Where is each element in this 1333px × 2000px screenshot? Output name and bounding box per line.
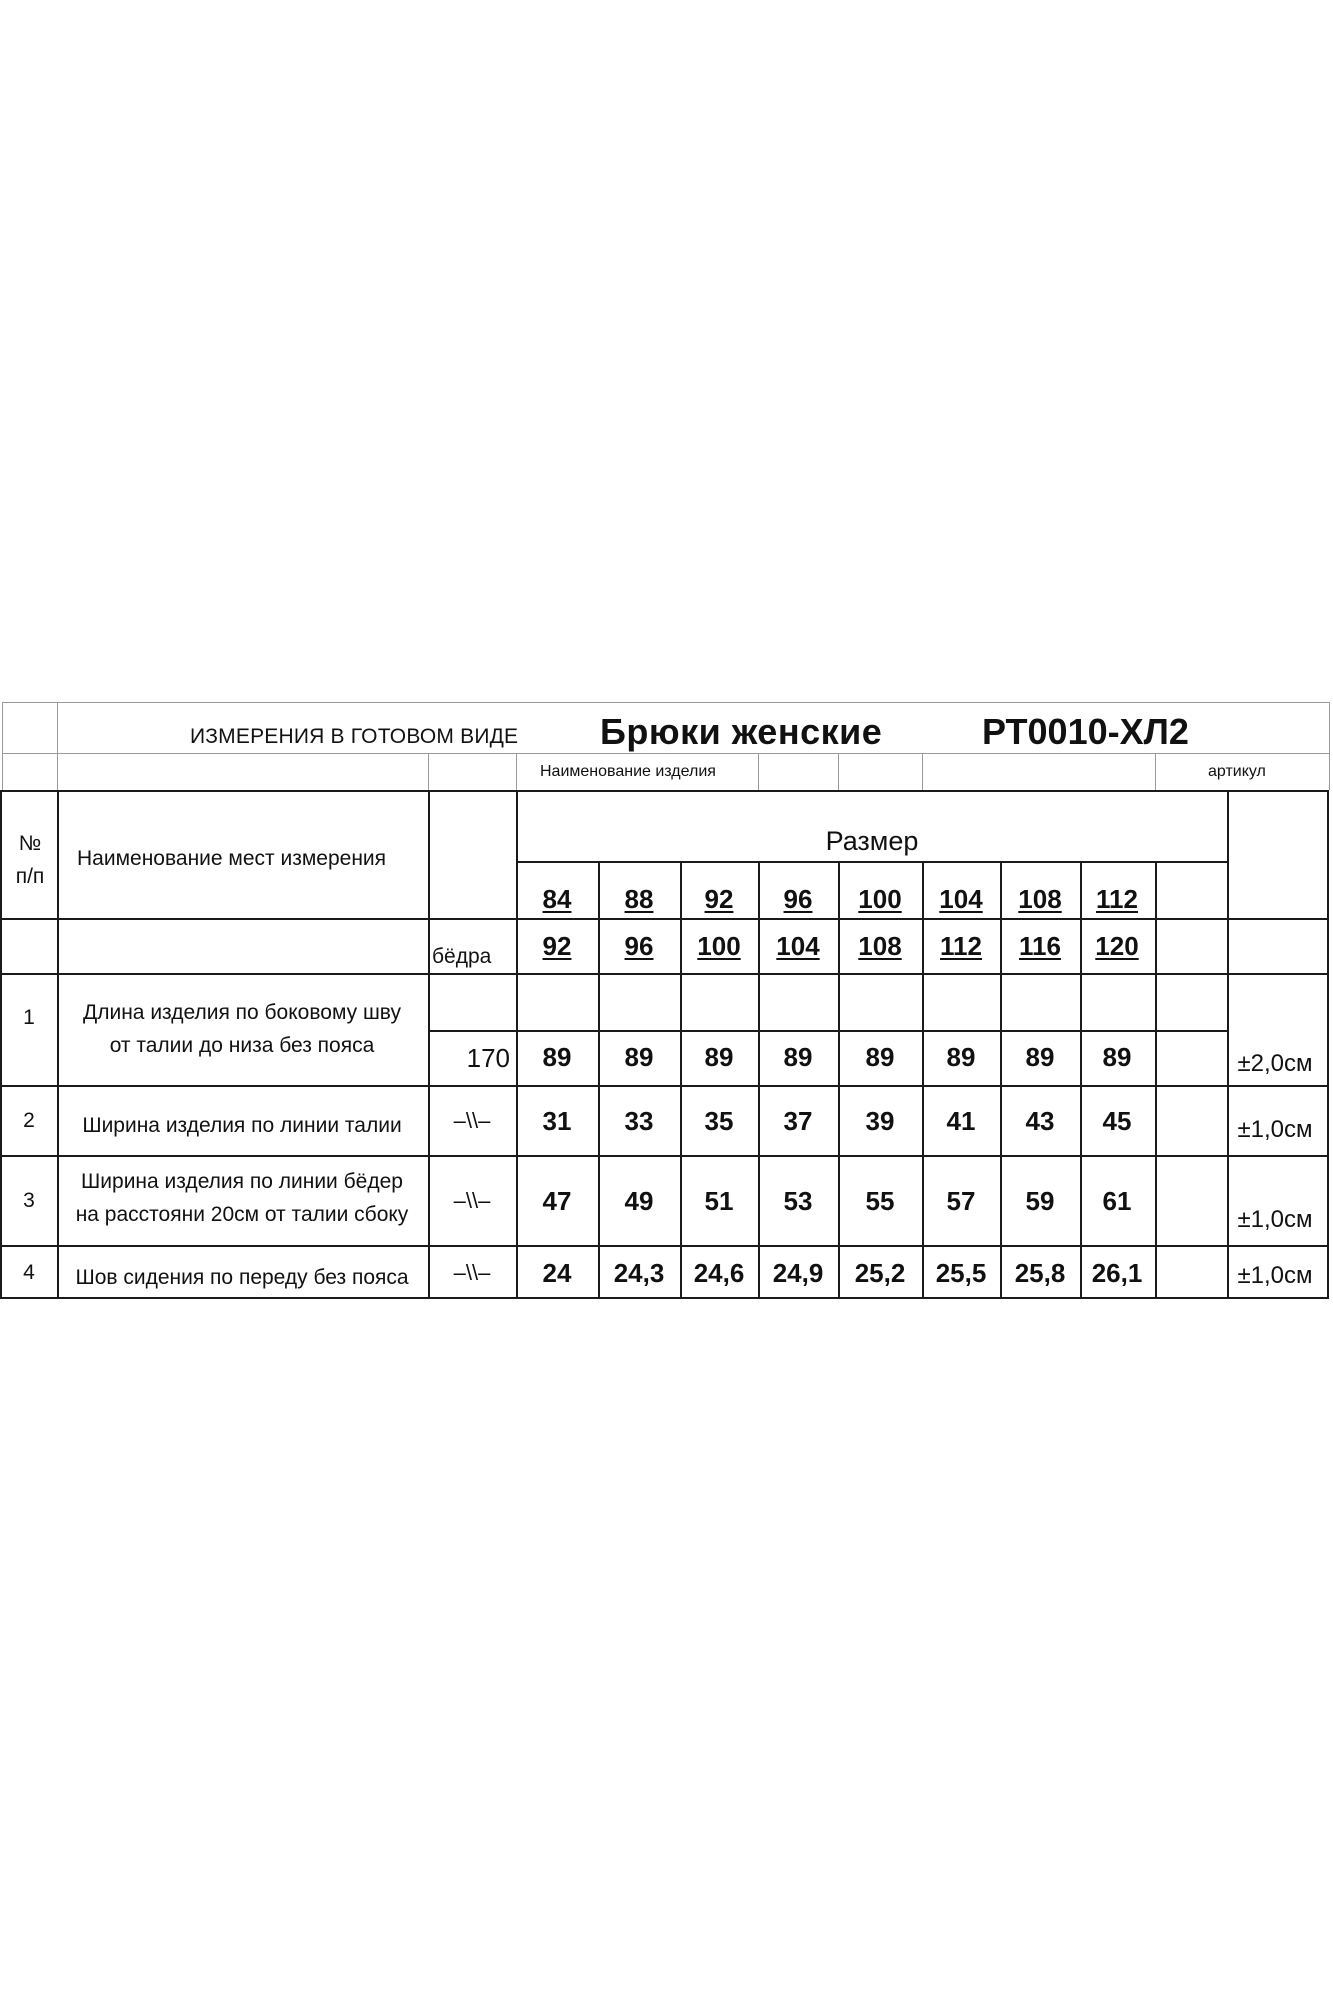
- measurement-value: 89: [624, 1042, 654, 1072]
- grid-line: [1155, 861, 1157, 1299]
- grid-line: [2, 790, 1329, 792]
- size-value: 108: [1018, 884, 1062, 914]
- size-value: 88: [624, 884, 654, 914]
- measurement-value: 51: [704, 1186, 734, 1216]
- measurement-value: 57: [946, 1186, 976, 1216]
- size-value: 84: [542, 884, 572, 914]
- grid-line: [2, 1085, 1327, 1087]
- hips-value: 104: [776, 931, 820, 961]
- column-header-place: Наименование мест измерения: [77, 847, 387, 870]
- row-number: 3: [23, 1189, 35, 1212]
- column-header-tolerance: [1232, 792, 1332, 892]
- measurement-value: 24: [542, 1258, 572, 1288]
- size-value: 104: [939, 884, 983, 914]
- measurement-value: 89: [865, 1042, 895, 1072]
- measurement-value: 45: [1102, 1106, 1132, 1136]
- column-header-hips: бёдра: [432, 945, 492, 968]
- hips-value: 116: [1019, 931, 1061, 961]
- size-value: 100: [858, 884, 902, 914]
- column-header-number: № п/п: [15, 832, 45, 888]
- grid-line: [838, 753, 839, 790]
- grid-line: [428, 753, 429, 790]
- measurement-value: 35: [704, 1106, 734, 1136]
- grid-line: [2, 1155, 1327, 1157]
- article-caption: артикул: [1208, 763, 1266, 780]
- grid-line: [57, 702, 58, 790]
- hips-value: 100: [697, 931, 741, 961]
- tolerance-value: ±1,0см: [1237, 1206, 1313, 1233]
- measurement-value: 89: [1102, 1042, 1132, 1072]
- grid-line: [0, 790, 2, 1299]
- grid-line: [1227, 790, 1229, 1299]
- measurement-value: 49: [624, 1186, 654, 1216]
- grid-line: [598, 861, 600, 1299]
- hips-value: 96: [624, 931, 654, 961]
- measurement-name: Шов сидения по переду без пояса: [75, 1266, 409, 1289]
- grid-line: [2, 1297, 1327, 1299]
- measurement-value: 59: [1025, 1186, 1055, 1216]
- height-or-ditto: –\\–: [453, 1260, 491, 1285]
- measurement-value: 47: [542, 1186, 572, 1216]
- measurement-name: Ширина изделия по линии талии: [82, 1114, 402, 1137]
- measurement-value: 24,6: [693, 1258, 745, 1288]
- hips-value: 108: [858, 931, 902, 961]
- measurement-value: 55: [865, 1186, 895, 1216]
- grid-line: [2, 702, 3, 790]
- measurement-value: 53: [783, 1186, 813, 1216]
- grid-line: [758, 861, 760, 1299]
- grid-line: [758, 753, 759, 790]
- grid-line: [2, 1245, 1327, 1247]
- row-number: 2: [23, 1109, 35, 1132]
- measurement-value: 89: [946, 1042, 976, 1072]
- sheet-label: ИЗМЕРЕНИЯ В ГОТОВОМ ВИДЕ: [190, 725, 519, 748]
- measurement-value: 25,2: [854, 1258, 906, 1288]
- grid-line: [57, 790, 59, 1299]
- row-number: 1: [23, 1006, 35, 1029]
- measurement-value: 25,8: [1014, 1258, 1066, 1288]
- measurement-value: 61: [1102, 1186, 1132, 1216]
- grid-line: [1329, 702, 1330, 790]
- grid-line: [1000, 861, 1002, 1299]
- measurement-value: 33: [624, 1106, 654, 1136]
- grid-line: [516, 753, 517, 790]
- measurement-value: 89: [783, 1042, 813, 1072]
- product-name: Брюки женские: [600, 711, 883, 752]
- measurement-value: 89: [1025, 1042, 1055, 1072]
- size-value: 92: [704, 884, 734, 914]
- tolerance-value: ±2,0см: [1237, 1050, 1313, 1077]
- grid-line: [680, 861, 682, 1299]
- size-value: 96: [783, 884, 813, 914]
- grid-line: [428, 790, 430, 1299]
- grid-line: [2, 702, 1329, 703]
- measurement-value: 37: [783, 1106, 813, 1136]
- tolerance-value: ±1,0см: [1237, 1262, 1313, 1289]
- hips-value: 112: [940, 931, 982, 961]
- measurement-value: 26,1: [1091, 1258, 1143, 1288]
- grid-line: [428, 1030, 1227, 1032]
- height-or-ditto: –\\–: [453, 1108, 491, 1133]
- grid-line: [922, 753, 923, 790]
- tolerance-value: ±1,0см: [1237, 1116, 1313, 1143]
- article-code: РТ0010-ХЛ2: [982, 711, 1189, 752]
- grid-line: [1080, 861, 1082, 1299]
- measurement-name: Длина изделия по боковому шву от талии до низа без пояса: [83, 1001, 401, 1057]
- size-chart-table: [0, 700, 1333, 1300]
- measurement-name: Ширина изделия по линии бёдер на расстояни 20см от талии сбоку: [75, 1170, 409, 1226]
- height-or-ditto: 170: [466, 1043, 510, 1073]
- product-caption: Наименование изделия: [540, 763, 716, 780]
- measurement-value: 39: [865, 1106, 895, 1136]
- grid-line: [1155, 753, 1156, 790]
- hips-value: 92: [542, 931, 572, 961]
- grid-line: [516, 790, 518, 1299]
- row-number: 4: [23, 1261, 35, 1284]
- measurement-value: 25,5: [935, 1258, 987, 1288]
- measurement-value: 89: [704, 1042, 734, 1072]
- height-or-ditto: –\\–: [453, 1188, 491, 1213]
- size-value: 112: [1096, 884, 1138, 914]
- measurement-value: 24,3: [613, 1258, 665, 1288]
- measurement-value: 89: [542, 1042, 572, 1072]
- column-header-size: Размер: [825, 826, 919, 856]
- grid-line: [2, 753, 1329, 754]
- measurement-value: 43: [1025, 1106, 1055, 1136]
- grid-line: [516, 861, 1227, 863]
- hips-value: 120: [1095, 931, 1139, 961]
- measurement-value: 31: [542, 1106, 572, 1136]
- measurement-value: 41: [946, 1106, 976, 1136]
- grid-line: [922, 861, 924, 1299]
- grid-line: [2, 918, 1327, 920]
- grid-line: [2, 973, 1327, 975]
- grid-line: [838, 861, 840, 1299]
- measurement-value: 24,9: [772, 1258, 824, 1288]
